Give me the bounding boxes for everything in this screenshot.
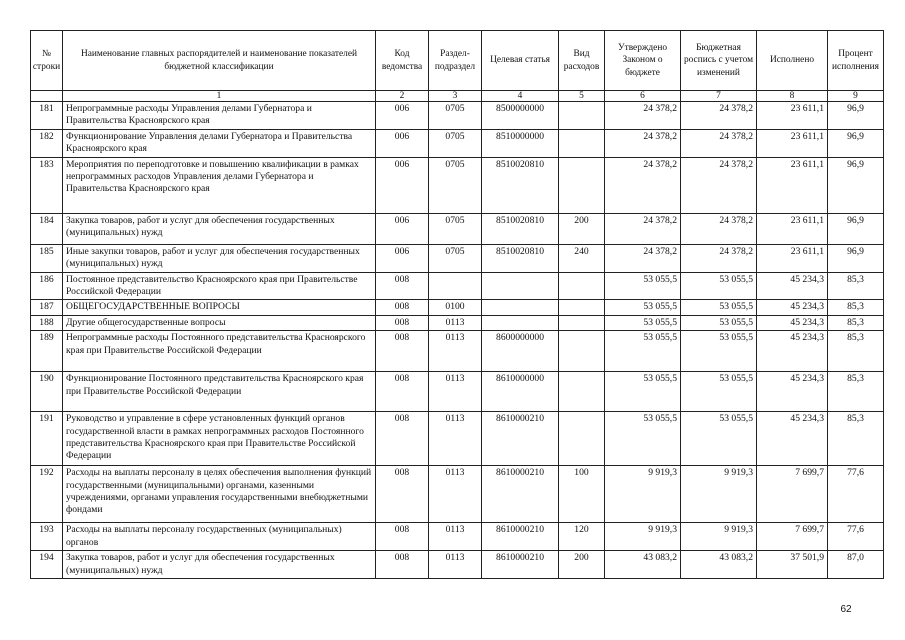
row-budget-plan: 53 055,5: [681, 272, 757, 300]
row-name: Постоянное представительство Красноярского края при Правительстве Российской Федерации: [63, 272, 376, 300]
row-approved: 53 055,5: [605, 315, 681, 330]
budget-execution-table: [30, 30, 884, 579]
row-approved: 53 055,5: [605, 412, 681, 466]
row-number: 186: [31, 272, 63, 300]
row-executed: 45 234,3: [757, 272, 828, 300]
row-department-code: 008: [376, 331, 429, 372]
row-approved: 53 055,5: [605, 272, 681, 300]
row-section: 0705: [429, 157, 482, 213]
column-number: 1: [63, 91, 376, 102]
row-percent: 96,9: [828, 157, 884, 213]
row-approved: 53 055,5: [605, 331, 681, 372]
header-target-item: Целевая статья: [482, 31, 559, 91]
row-approved: 9 919,3: [605, 466, 681, 523]
column-number: 7: [681, 91, 757, 102]
row-percent: 85,3: [828, 315, 884, 330]
row-department-code: 008: [376, 372, 429, 412]
header-budget-plan: Бюджетная роспись с учетом изменений: [681, 31, 757, 91]
row-executed: 45 234,3: [757, 372, 828, 412]
row-section: 0113: [429, 315, 482, 330]
row-department-code: 006: [376, 244, 429, 272]
row-percent: 77,6: [828, 466, 884, 523]
column-number: [31, 91, 63, 102]
row-target-item: 8610000210: [482, 412, 559, 466]
row-department-code: 006: [376, 129, 429, 157]
row-percent: 96,9: [828, 213, 884, 244]
row-number: 184: [31, 213, 63, 244]
table-row: [31, 331, 884, 372]
row-approved: 24 378,2: [605, 129, 681, 157]
table-row: [31, 523, 884, 551]
column-number: 4: [482, 91, 559, 102]
row-budget-plan: 53 055,5: [681, 300, 757, 315]
row-executed: 23 611,1: [757, 244, 828, 272]
row-number: 181: [31, 102, 63, 130]
row-percent: 85,3: [828, 412, 884, 466]
row-name: Другие общегосударственные вопросы: [63, 315, 376, 330]
header-row: [31, 31, 884, 91]
row-budget-plan: 53 055,5: [681, 315, 757, 330]
row-number: 183: [31, 157, 63, 213]
row-executed: 45 234,3: [757, 331, 828, 372]
row-percent: 77,6: [828, 523, 884, 551]
page-number: 62: [840, 604, 852, 615]
row-expense-kind: 200: [559, 213, 605, 244]
row-budget-plan: 24 378,2: [681, 102, 757, 130]
row-approved: 24 378,2: [605, 244, 681, 272]
row-target-item: 8510000000: [482, 129, 559, 157]
row-target-item: 8510020810: [482, 244, 559, 272]
row-executed: 7 699,7: [757, 523, 828, 551]
row-budget-plan: 53 055,5: [681, 372, 757, 412]
row-expense-kind: 200: [559, 551, 605, 579]
row-expense-kind: [559, 157, 605, 213]
header-executed: Исполнено: [757, 31, 828, 91]
row-percent: 96,9: [828, 102, 884, 130]
row-department-code: 008: [376, 300, 429, 315]
row-expense-kind: [559, 372, 605, 412]
row-number: 190: [31, 372, 63, 412]
row-percent: 96,9: [828, 129, 884, 157]
row-target-item: [482, 300, 559, 315]
row-percent: 85,3: [828, 331, 884, 372]
row-number: 187: [31, 300, 63, 315]
table-row: [31, 315, 884, 330]
row-expense-kind: [559, 412, 605, 466]
row-target-item: [482, 315, 559, 330]
column-number: 9: [828, 91, 884, 102]
row-expense-kind: [559, 315, 605, 330]
row-approved: 9 919,3: [605, 523, 681, 551]
row-section: 0113: [429, 523, 482, 551]
row-number: 194: [31, 551, 63, 579]
row-section: 0705: [429, 102, 482, 130]
row-budget-plan: 24 378,2: [681, 129, 757, 157]
row-budget-plan: 24 378,2: [681, 244, 757, 272]
row-section: 0113: [429, 466, 482, 523]
row-target-item: 8610000210: [482, 466, 559, 523]
row-percent: 85,3: [828, 372, 884, 412]
row-approved: 43 083,2: [605, 551, 681, 579]
row-executed: 45 234,3: [757, 300, 828, 315]
row-budget-plan: 43 083,2: [681, 551, 757, 579]
row-section: 0705: [429, 244, 482, 272]
row-approved: 53 055,5: [605, 372, 681, 412]
header-approved: Утверждено Законом о бюджете: [605, 31, 681, 91]
row-target-item: [482, 272, 559, 300]
row-number: 182: [31, 129, 63, 157]
row-section: 0100: [429, 300, 482, 315]
row-name: Расходы на выплаты персоналу в целях обеспечения выполнения функций государственными (муниципальными) органами, казенными учреждениями, органами управления государственными внебюджетными фондами: [63, 466, 376, 523]
row-budget-plan: 9 919,3: [681, 523, 757, 551]
table-row: [31, 551, 884, 579]
table-row: [31, 372, 884, 412]
row-name: Расходы на выплаты персоналу государственных (муниципальных) органов: [63, 523, 376, 551]
column-number-row: [31, 91, 884, 102]
row-section: 0113: [429, 372, 482, 412]
row-approved: 24 378,2: [605, 102, 681, 130]
row-department-code: 008: [376, 315, 429, 330]
header-expense-kind: Вид расходов: [559, 31, 605, 91]
row-name: ОБЩЕГОСУДАРСТВЕННЫЕ ВОПРОСЫ: [63, 300, 376, 315]
row-name: Мероприятия по переподготовке и повышению квалификации в рамках непрограммных расходов Управления делами Губернатора и Правительства Красноярского края: [63, 157, 376, 213]
row-approved: 24 378,2: [605, 213, 681, 244]
row-section: 0113: [429, 412, 482, 466]
column-number: 5: [559, 91, 605, 102]
row-department-code: 008: [376, 412, 429, 466]
row-budget-plan: 53 055,5: [681, 412, 757, 466]
row-department-code: 006: [376, 102, 429, 130]
header-name: Наименование главных распорядителей и наименование показателей бюджетной классификации: [63, 31, 376, 91]
row-name: Руководство и управление в сфере установленных функций органов государственной власти в рамках непрограммных расходов Постоянного представительства Красноярского края при Правительстве Российской Федерации: [63, 412, 376, 466]
row-name: Непрограммные расходы Управления делами Губернатора и Правительства Красноярского края: [63, 102, 376, 130]
table-row: [31, 466, 884, 523]
row-target-item: 8510020810: [482, 213, 559, 244]
column-number: 3: [429, 91, 482, 102]
table-row: [31, 244, 884, 272]
table-row: [31, 213, 884, 244]
row-expense-kind: 120: [559, 523, 605, 551]
row-executed: 23 611,1: [757, 213, 828, 244]
row-expense-kind: [559, 102, 605, 130]
row-number: 192: [31, 466, 63, 523]
header-row-number: № строки: [31, 31, 63, 91]
row-department-code: 008: [376, 551, 429, 579]
header-department-code: Код ведомства: [376, 31, 429, 91]
row-percent: 85,3: [828, 272, 884, 300]
row-expense-kind: 240: [559, 244, 605, 272]
row-approved: 24 378,2: [605, 157, 681, 213]
row-target-item: 8600000000: [482, 331, 559, 372]
row-name: Функционирование Постоянного представительства Красноярского края при Правительстве Российской Федерации: [63, 372, 376, 412]
row-percent: 87,0: [828, 551, 884, 579]
header-section: Раздел-подраздел: [429, 31, 482, 91]
row-target-item: 8500000000: [482, 102, 559, 130]
row-budget-plan: 53 055,5: [681, 331, 757, 372]
column-number: 8: [757, 91, 828, 102]
row-department-code: 008: [376, 466, 429, 523]
row-section: 0705: [429, 129, 482, 157]
row-executed: 23 611,1: [757, 102, 828, 130]
table-row: [31, 300, 884, 315]
row-number: 193: [31, 523, 63, 551]
row-name: Функционирование Управления делами Губернатора и Правительства Красноярского края: [63, 129, 376, 157]
table-row: [31, 129, 884, 157]
row-percent: 85,3: [828, 300, 884, 315]
header-percent: Процент исполнения: [828, 31, 884, 91]
row-expense-kind: [559, 300, 605, 315]
row-name: Закупка товаров, работ и услуг для обеспечения государственных (муниципальных) нужд: [63, 213, 376, 244]
row-department-code: 008: [376, 523, 429, 551]
column-number: 6: [605, 91, 681, 102]
row-executed: 45 234,3: [757, 412, 828, 466]
row-executed: 23 611,1: [757, 157, 828, 213]
row-target-item: 8510020810: [482, 157, 559, 213]
row-department-code: 006: [376, 213, 429, 244]
row-number: 189: [31, 331, 63, 372]
row-budget-plan: 9 919,3: [681, 466, 757, 523]
row-expense-kind: [559, 331, 605, 372]
row-expense-kind: [559, 129, 605, 157]
row-number: 185: [31, 244, 63, 272]
row-name: Непрограммные расходы Постоянного представительства Красноярского края при Правительстве Российской Федерации: [63, 331, 376, 372]
row-name: Иные закупки товаров, работ и услуг для обеспечения государственных (муниципальных) нужд: [63, 244, 376, 272]
row-executed: 37 501,9: [757, 551, 828, 579]
row-section: 0113: [429, 331, 482, 372]
row-executed: 7 699,7: [757, 466, 828, 523]
row-target-item: 8610000000: [482, 372, 559, 412]
row-executed: 23 611,1: [757, 129, 828, 157]
row-expense-kind: 100: [559, 466, 605, 523]
row-section: [429, 272, 482, 300]
row-target-item: 8610000210: [482, 551, 559, 579]
row-department-code: 006: [376, 157, 429, 213]
row-department-code: 008: [376, 272, 429, 300]
row-name: Закупка товаров, работ и услуг для обеспечения государственных (муниципальных) нужд: [63, 551, 376, 579]
table-row: [31, 157, 884, 213]
row-budget-plan: 24 378,2: [681, 157, 757, 213]
row-budget-plan: 24 378,2: [681, 213, 757, 244]
table-row: [31, 102, 884, 130]
column-number: 2: [376, 91, 429, 102]
row-number: 188: [31, 315, 63, 330]
row-executed: 45 234,3: [757, 315, 828, 330]
row-approved: 53 055,5: [605, 300, 681, 315]
row-target-item: 8610000210: [482, 523, 559, 551]
row-section: 0705: [429, 213, 482, 244]
row-number: 191: [31, 412, 63, 466]
row-percent: 96,9: [828, 244, 884, 272]
table-row: [31, 272, 884, 300]
row-expense-kind: [559, 272, 605, 300]
table-row: [31, 412, 884, 466]
row-section: 0113: [429, 551, 482, 579]
